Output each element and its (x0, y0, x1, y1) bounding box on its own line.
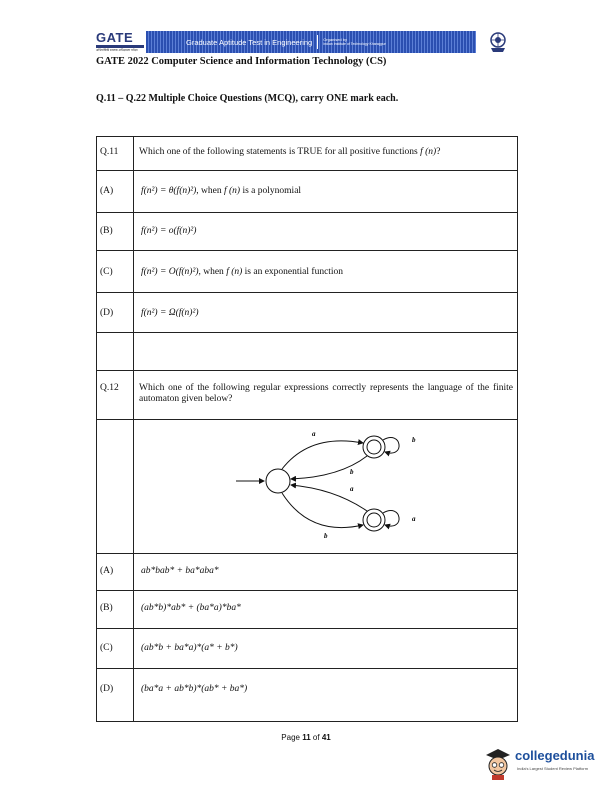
edge-start-to-top (282, 441, 363, 469)
edge-label: a (412, 515, 416, 523)
table-row-divider (96, 628, 518, 629)
collegedunia-brand: collegedunia (515, 748, 595, 763)
table-row-divider (96, 553, 518, 554)
table-row-divider (96, 590, 518, 591)
edge-label: b (350, 468, 354, 476)
q11-option-a-suffix: , when (196, 186, 222, 196)
q12-option-c-label: (C) (100, 643, 113, 653)
iit-emblem-icon (488, 31, 508, 53)
q11-stem (139, 147, 440, 158)
edge-label: a (312, 430, 316, 438)
page-prefix: Page (281, 733, 300, 742)
q11-option-a-tail: is a polynomial (242, 186, 302, 196)
table-column-divider (133, 136, 134, 722)
table-row-divider (96, 292, 518, 293)
loop-bottom (383, 511, 399, 527)
q11-option-c-label: (C) (100, 267, 113, 277)
q11-option-a-label: (A) (100, 186, 114, 196)
q12-option-d-label: (D) (100, 684, 114, 694)
q11-option-b-label: (B) (100, 226, 113, 236)
q12-option-d-expr: (ba*a + ab*b)*(ab* + ba*) (141, 684, 248, 694)
edge-label: b (412, 436, 416, 444)
organiser-label: Organised by (323, 37, 347, 42)
finite-automaton-diagram (230, 425, 430, 547)
table-row-divider (96, 668, 518, 669)
q11-option-b (141, 226, 196, 237)
edge-top-to-start (291, 456, 367, 479)
page-of: of (312, 733, 320, 742)
table-row-divider (96, 250, 518, 251)
edge-label: a (350, 485, 354, 493)
table-row-divider (96, 419, 518, 420)
table-row-divider (96, 170, 518, 171)
q12-option-c-expr: (ab*b + ba*a)*(a* + b*) (141, 643, 238, 653)
q11-option-c-tail: is an exponential function (244, 267, 344, 277)
q12-number: Q.12 (100, 383, 119, 393)
q11-option-c-func: f (n) (226, 267, 243, 277)
q11-stem-function: f (n) (420, 147, 437, 157)
q11-stem-end: ? (436, 147, 441, 157)
q11-option-d (141, 308, 199, 319)
page-total: 41 (321, 733, 331, 742)
organiser-name: Indian Institute of Technology Kharagpur (323, 42, 386, 46)
q12-option-b-expr: (ab*b)*ab* + (ba*a)*ba* (141, 603, 241, 613)
page-current: 11 (302, 733, 311, 742)
q12-option-a-label: (A) (100, 566, 114, 576)
banner-organiser (323, 37, 386, 47)
gate-logo-text: GATE (96, 30, 134, 45)
page-number (0, 733, 612, 742)
header-banner (146, 31, 476, 53)
q11-option-a (141, 186, 301, 197)
q11-stem-text: Which one of the following statements is TRUE for all positive functions (139, 147, 418, 157)
collegedunia-mascot-icon (483, 746, 513, 780)
collegedunia-tagline: India's Largest Student Review Platform (517, 766, 589, 771)
table-row-divider (96, 212, 518, 213)
q11-option-d-label: (D) (100, 308, 114, 318)
edge-label: b (324, 532, 328, 540)
gate-logo-subtext: अभियांत्रिकी स्नातक अभिक्षमता परीक्षा (96, 48, 138, 52)
accept-state-top (363, 436, 385, 458)
q12-option-b-label: (B) (100, 603, 113, 613)
table-row-divider (96, 370, 518, 371)
q11-option-c-suffix: , when (198, 267, 224, 277)
q12-option-a-expr: ab*bab* + ba*aba* (141, 566, 219, 576)
q11-option-a-expr: f(n²) = θ(f(n)²) (141, 186, 197, 196)
q11-option-c (141, 267, 343, 278)
gate-logo (96, 31, 144, 53)
section-heading: Q.11 – Q.22 Multiple Choice Questions (MCQ), carry ONE mark each. (96, 93, 399, 104)
banner-separator (317, 35, 318, 49)
edge-bottom-to-start (291, 485, 367, 511)
q11-option-d-expr: f(n²) = Ω(f(n)²) (141, 308, 199, 318)
q12-stem: Which one of the following regular expressions correctly represents the language of the finite automaton given below? (139, 383, 513, 404)
table-row-divider (96, 332, 518, 333)
start-state (266, 469, 290, 493)
document-title: GATE 2022 Computer Science and Information Technology (CS) (96, 56, 387, 67)
q11-option-a-func: f (n) (224, 186, 241, 196)
banner-title: Graduate Aptitude Test in Engineering (186, 37, 313, 47)
q11-option-c-expr: f(n²) = O(f(n)²) (141, 267, 199, 277)
accept-state-bottom (363, 509, 385, 531)
edge-start-to-bottom (282, 493, 363, 528)
q11-number: Q.11 (100, 147, 119, 157)
q11-option-b-expr: f(n²) = o(f(n)²) (141, 226, 197, 236)
loop-top (383, 438, 399, 454)
